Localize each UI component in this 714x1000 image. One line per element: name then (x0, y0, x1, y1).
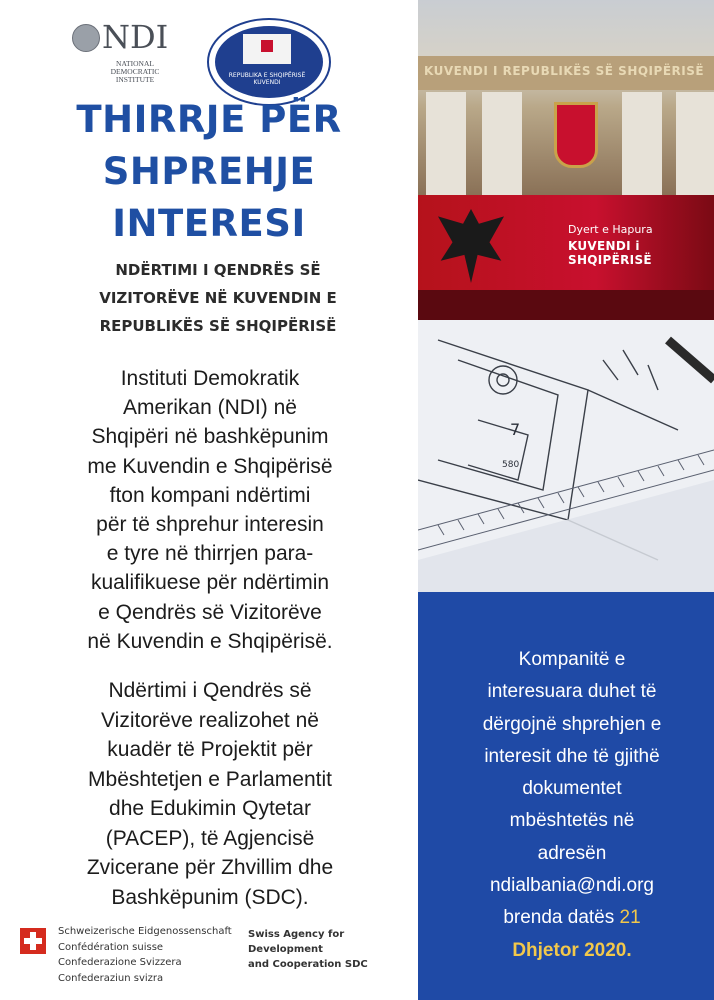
contact-notice (454, 644, 690, 967)
paragraph-line: kualifikuese për ndërtimin (90, 571, 330, 595)
paragraph-line: Mbështetjen e Parlamentit (88, 767, 332, 791)
eagle-icon (438, 209, 504, 283)
facade-column (482, 92, 522, 195)
paragraph-line: Zvicerane për Zhvillim dhe (86, 856, 334, 879)
parliament-facade-photo (418, 0, 714, 195)
banner-floor (418, 290, 714, 320)
notice-line: mbështetës në (509, 810, 635, 832)
notice-line: dërgojnë shprehjen e (482, 713, 662, 735)
paragraph-line: Instituti Demokratik (120, 367, 300, 390)
sdc-english-name (248, 927, 408, 972)
paragraph-line: dhe Edukimin Qytetar (109, 797, 311, 820)
title-line: SHPREHJE (102, 150, 316, 193)
paragraph-line: për të shprehur interesin (96, 513, 324, 537)
subtitle (50, 256, 386, 340)
sdc-english-line: Swiss Agency for Development (248, 929, 345, 955)
facade-column (622, 92, 662, 195)
paragraph-line: Shqipëri në bashkëpunim (91, 425, 329, 449)
kuvendi-logo (207, 18, 331, 106)
facade-column (676, 92, 714, 195)
facade-column (426, 92, 466, 195)
sdc-language-line: Confédération suisse (58, 941, 164, 953)
subtitle-line: NDËRTIMI I QENDRËS SË (115, 261, 321, 279)
paragraph-line: Ndërtimi i Qendrës së (108, 679, 312, 702)
notice-line: Kompanitë e (518, 649, 626, 670)
deadline-prefix: brenda datës (503, 907, 615, 929)
blueprint-drawing (418, 320, 714, 592)
banner-text: Dyert e Hapura (568, 223, 653, 236)
paragraph-line: e Qendrës së Vizitorëve (98, 600, 322, 624)
paragraph-line: Vizitorëve realizohet në (101, 708, 319, 732)
notice-line: adresën (537, 842, 607, 864)
facade-inscription: KUVENDI I REPUBLIKËS SË SHQIPËRISË (424, 64, 705, 78)
globe-icon (72, 24, 100, 52)
paragraph-line: me Kuvendin e Shqipërisë (87, 454, 333, 478)
notice-line: dokumentet (522, 778, 622, 800)
ndi-logo-subtitle (90, 60, 180, 84)
sdc-english-line: and Cooperation SDC (248, 959, 368, 970)
paragraph-line: (PACEP), të Agjencisë (105, 826, 315, 850)
paragraph-line: në Kuvendin e Shqipërisë. (87, 629, 333, 653)
notice-line: interesit dhe të gjithë (484, 745, 660, 767)
kuvendi-logo-line: KUVENDI (253, 79, 281, 86)
title-line: THIRRJE PËR (76, 98, 342, 141)
email-link[interactable]: ndialbania@ndi.org (489, 875, 654, 897)
banner-text: KUVENDI i SHQIPËRISË (568, 239, 652, 267)
kuvendi-logo-line: REPUBLIKA E SHQIPËRISË (228, 72, 306, 79)
architectural-plan-photo (418, 320, 714, 592)
sdc-logo (20, 924, 410, 994)
paragraph-line: Amerikan (NDI) në (123, 396, 297, 420)
sdc-language-line: Confederazione Svizzera (58, 957, 182, 968)
coat-of-arms-icon (554, 102, 598, 168)
sdc-language-line: Schweizerische Eidgenossenschaft (58, 926, 232, 937)
ndi-logo-mark: NDI (102, 18, 169, 56)
notice-line: interesuara duhet të (487, 681, 657, 703)
title-line: INTERESI (112, 202, 306, 245)
ndi-logo (72, 18, 180, 86)
subtitle-line: REPUBLIKËS SË SHQIPËRISË (99, 317, 337, 335)
paragraph-line: Bashkëpunim (SDC). (111, 885, 309, 909)
open-doors-banner-photo (418, 195, 714, 320)
deadline-day: 21 (619, 907, 641, 929)
paragraph-line: kuadër të Projektit për (107, 738, 313, 761)
paragraph-line: e tyre në thirrjen para- (106, 542, 314, 566)
ndi-logo-line: DEMOCRATIC (110, 67, 160, 76)
ndi-logo-line: INSTITUTE (115, 75, 155, 84)
plan-number: 580 (502, 460, 520, 470)
swiss-flag-icon (20, 928, 46, 954)
sdc-languages (58, 924, 248, 986)
deadline-line (454, 902, 690, 934)
deadline-date: Dhjetor 2020. (512, 939, 632, 961)
flag-icon (261, 40, 273, 52)
sdc-language-line: Confederaziun svizra (58, 972, 164, 984)
page-title (30, 94, 388, 250)
subtitle-line: VIZITORËVE NË KUVENDIN E (99, 289, 337, 307)
paragraph-line: fton kompani ndërtimi (109, 483, 311, 507)
intro-paragraph (40, 364, 380, 656)
project-paragraph (40, 676, 380, 912)
ndi-logo-line: NATIONAL (116, 59, 154, 68)
kuvendi-logo-text (223, 72, 311, 86)
plan-number: 7 (510, 420, 521, 439)
